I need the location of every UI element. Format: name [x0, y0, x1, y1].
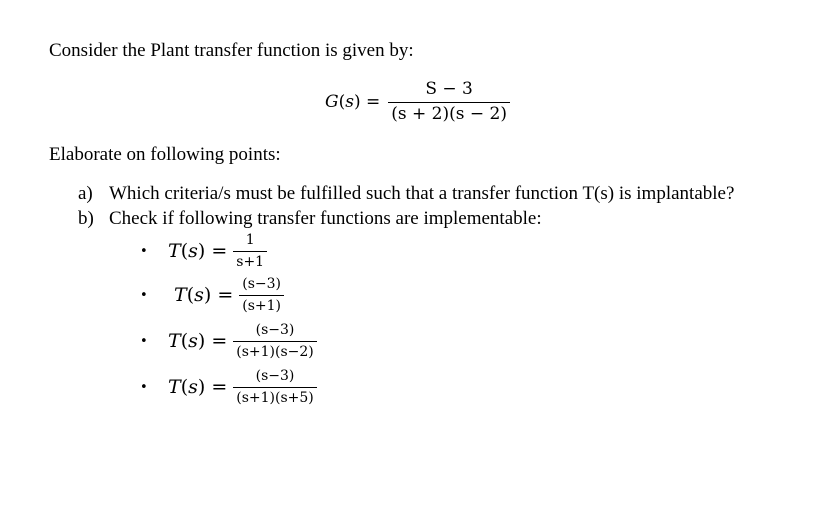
tf-fraction	[233, 322, 317, 359]
plant-equals: =	[366, 92, 381, 112]
plant-denominator: (s + 2)(s − 2)	[391, 103, 507, 124]
tf-lhs	[168, 240, 227, 262]
tf-denominator: (s+1)(s+5)	[236, 389, 314, 406]
question-list	[78, 181, 734, 231]
tf-denominator: (s+1)	[242, 297, 282, 314]
tf-denominator: (s+1)(s−2)	[236, 343, 314, 360]
fraction-bar	[233, 341, 317, 342]
bullet-icon: •	[140, 287, 148, 303]
tf-lhs-open: (	[180, 240, 189, 262]
bullet-icon: •	[140, 333, 148, 349]
question-text: Check if following transfer functions are implementable:	[109, 207, 542, 229]
tf-fraction	[233, 368, 317, 405]
fraction-bar	[239, 295, 284, 296]
tf-lhs-fn: T	[168, 376, 181, 398]
fraction-bar	[233, 387, 317, 388]
fraction-bar	[388, 102, 510, 103]
tf-lhs	[168, 330, 227, 352]
transfer-function-item	[140, 365, 317, 409]
tf-fraction	[239, 276, 284, 313]
plant-lhs-fn: G	[325, 92, 339, 112]
tf-fraction	[233, 232, 267, 269]
tf-lhs	[168, 376, 227, 398]
tf-lhs-fn: T	[168, 330, 181, 352]
tf-equals: =	[217, 284, 234, 306]
intro-text: Consider the Plant transfer function is given by:	[49, 40, 414, 61]
tf-numerator: (s−3)	[242, 276, 282, 293]
tf-lhs-close: )	[203, 284, 212, 306]
tf-lhs-close: )	[197, 376, 206, 398]
plant-fraction	[388, 80, 510, 124]
question-item	[78, 206, 734, 231]
fraction-bar	[233, 251, 267, 252]
transfer-function-item	[140, 230, 267, 272]
tf-lhs-open: (	[180, 376, 189, 398]
elaborate-heading: Elaborate on following points:	[49, 144, 281, 165]
tf-numerator: (s−3)	[255, 322, 295, 339]
tf-lhs-fn: T	[174, 284, 187, 306]
plant-lhs	[325, 92, 380, 112]
tf-lhs-close: )	[197, 240, 206, 262]
tf-lhs-fn: T	[168, 240, 181, 262]
tf-lhs	[174, 284, 233, 306]
tf-equals: =	[211, 240, 228, 262]
bullet-icon: •	[140, 379, 148, 395]
question-marker: b)	[78, 207, 94, 229]
plant-transfer-function	[325, 76, 510, 128]
tf-lhs-var: s	[188, 240, 198, 262]
transfer-function-item	[140, 319, 317, 363]
tf-lhs-var: s	[188, 376, 198, 398]
bullet-icon: •	[140, 243, 148, 259]
transfer-function-item	[140, 274, 284, 316]
tf-lhs-var: s	[188, 330, 198, 352]
tf-denominator: s+1	[236, 253, 265, 270]
tf-lhs-var: s	[194, 284, 204, 306]
plant-lhs-var: s	[345, 92, 354, 112]
tf-lhs-open: (	[180, 330, 189, 352]
plant-lhs-open: (	[338, 92, 346, 112]
question-item	[78, 181, 734, 206]
tf-lhs-open: (	[186, 284, 195, 306]
question-marker: a)	[78, 182, 93, 204]
tf-numerator: 1	[245, 232, 255, 249]
question-text: Which criteria/s must be fulfilled such that a transfer function T(s) is implantable?	[109, 182, 735, 204]
plant-lhs-close: )	[353, 92, 361, 112]
tf-equals: =	[211, 330, 228, 352]
plant-numerator: S − 3	[425, 78, 473, 99]
tf-lhs-close: )	[197, 330, 206, 352]
tf-numerator: (s−3)	[255, 368, 295, 385]
tf-equals: =	[211, 376, 228, 398]
